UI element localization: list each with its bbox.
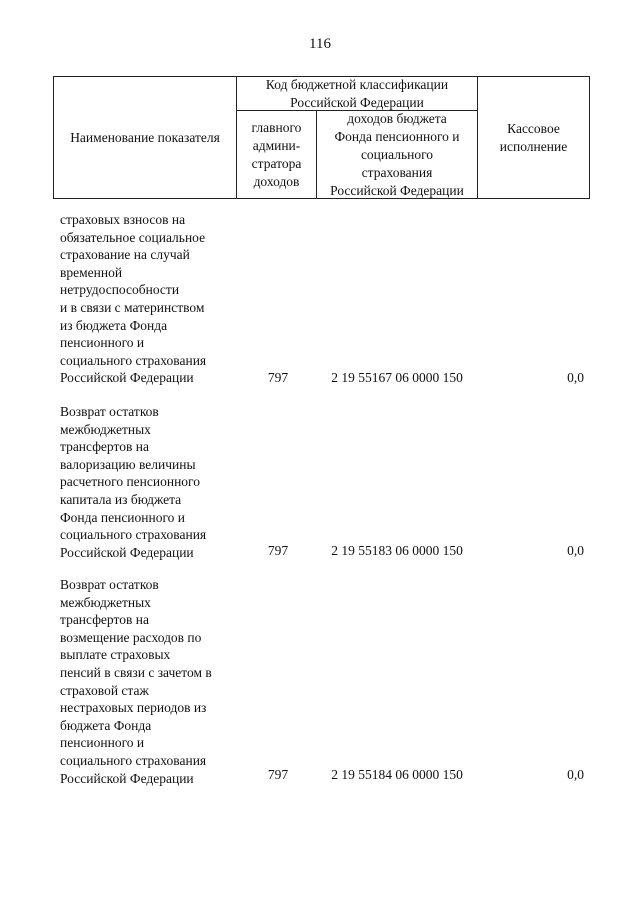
row-2-cash-value: 0,0 (567, 543, 584, 558)
header-fund-revenue-label: доходов бюджета Фонда пенсионного и социального страхования Российской Федерации (330, 110, 464, 198)
row-3-indicator-name: Возврат остатков межбюджетных трансфертов на возмещение расходов по выплате страховых пенсий в связи с зачетом в страховой стаж нестраховых периодов из бюджета Фонда пенсионного и социального страхования Российской Федерации (60, 577, 212, 786)
row-3-budget-code: 2 19 55184 06 0000 150 (331, 767, 463, 782)
header-budget-code-group-label: Код бюджетной классификации Российской Федерации (265, 76, 449, 110)
header-budget-code-group (236, 76, 478, 111)
header-indicator-name-label: Наименование показателя (70, 129, 220, 145)
header-indicator-name (53, 76, 237, 199)
row-3-admin-code: 797 (267, 767, 289, 782)
row-3-cash-value: 0,0 (567, 767, 584, 782)
row-2-budget-code: 2 19 55183 06 0000 150 (331, 543, 463, 558)
row-1-budget-code: 2 19 55167 06 0000 150 (331, 370, 463, 385)
page-number: 116 (309, 36, 331, 52)
row-1-admin-code: 797 (267, 370, 289, 385)
header-cash-execution (477, 76, 590, 199)
header-fund-revenue (316, 110, 478, 199)
header-chief-administrator-label: главного админи-стратора доходов (251, 119, 302, 189)
header-chief-administrator (236, 110, 317, 199)
row-2-admin-code: 797 (267, 543, 289, 558)
row-1-indicator-name: страховых взносов на обязательное социальное страхование на случай временной нетрудоспособности и в связи с материнством из бюджета Фонда пенсионного и социального страхования Российской Федерации (60, 212, 207, 386)
header-cash-execution-label: Кассовое исполнение (499, 120, 568, 154)
row-2-indicator-name: Возврат остатков межбюджетных трансфертов на валоризацию величины расчетного пенсионного капитала из бюджета Фонда пенсионного и социального страхования Российской Федерации (60, 404, 207, 560)
row-1-cash-value: 0,0 (567, 370, 584, 385)
